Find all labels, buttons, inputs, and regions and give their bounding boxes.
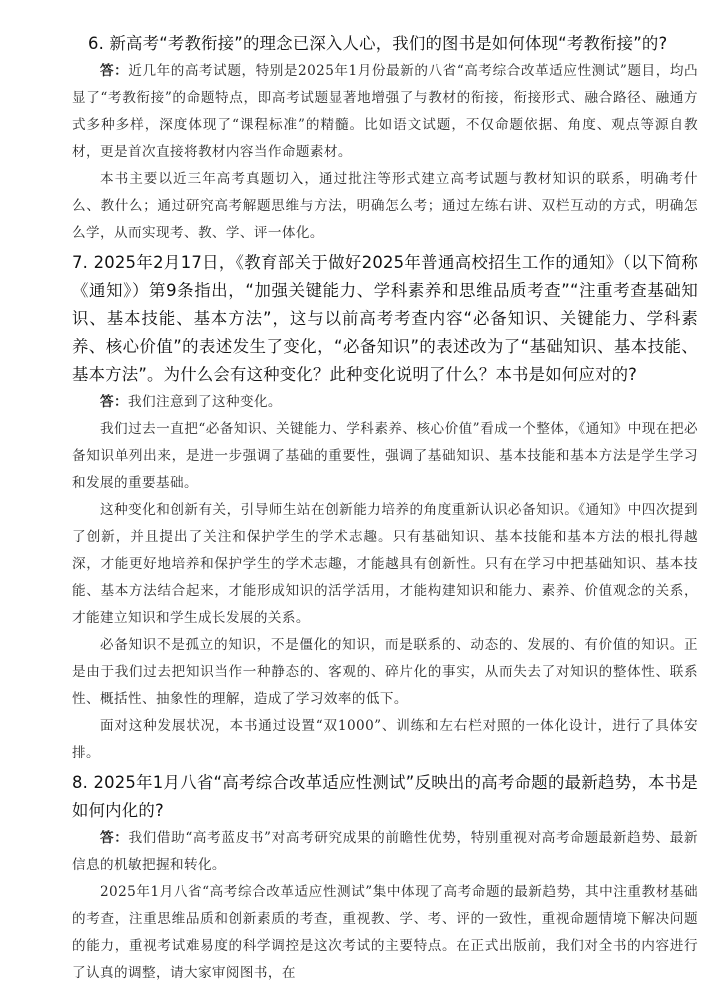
answer-7-paragraph-1 [72, 389, 698, 416]
paragraph-text: 我们借助“高考蓝皮书”对高考研究成果的前瞻性优势，特别重视对高考命题最新趋势、最新信息的机敏把握和转化。 [72, 830, 698, 873]
answer-label: 答： [100, 830, 129, 846]
answer-6-paragraph-2: 本书主要以近三年高考真题切入，通过批注等形式建立高考试题与教材知识的联系，明确考什么、教什么；通过研究高考解题思维与方法，明确怎么考；通过左练右讲、双栏互动的方式，明确怎么学，从而实现考、教、学、评一体化。 [72, 171, 698, 241]
answer-7-paragraph-4: 必备知识不是孤立的知识，不是僵化的知识，而是联系的、动态的、发展的、有价值的知识。正是由于我们过去把知识当作一种静态的、客观的、碎片化的事实，从而失去了对知识的整体性、联系性、概括性、抽象性的理解，造成了学习效率的低下。 [72, 637, 698, 707]
qa-section-6 [72, 30, 698, 247]
qa-section-7 [72, 249, 698, 767]
question-8-heading: 8. 2025年1月八省“高考综合改革适应性测试”反映出的高考命题的最新趋势，本书是如何内化的? [72, 773, 698, 820]
paragraph-text: 近几年的高考试题，特别是2025年1月份最新的八省“高考综合改革适应性测试”题目，均凸显了“考教衔接”的命题特点，即高考试题显著地增强了与教材的衔接，衔接形式、融合路径、融通方式多种多样，深度体现了“课程标准”的精髓。比如语文试题，不仅命题依据、角度、观点等源自教材，更是首次直接将教材内容当作命题素材。 [72, 63, 698, 160]
qa-section-8 [72, 769, 698, 987]
answer-label: 答： [100, 394, 128, 410]
paragraph-text: 我们注意到了这种变化。 [128, 394, 282, 410]
answer-7-paragraph-2: 我们过去一直把“必备知识、关键能力、学科素养、核心价值”看成一个整体，《通知》中现在把必备知识单列出来，是进一步强调了基础的重要性，强调了基础知识、基本技能和基本方法是学生学习和发展的重要基础。 [72, 421, 698, 491]
answer-7-paragraph-5: 面对这种发展状况，本书通过设置“双1000”、训练和左右栏对照的一体化设计，进行了具体安排。 [72, 718, 698, 761]
answer-6-paragraph-1 [72, 58, 698, 166]
answer-7-paragraph-3: 这种变化和创新有关，引导师生站在创新能力培养的角度重新认识必备知识。《通知》中四次提到了创新，并且提出了关注和保护学生的学术志趣。只有基础知识、基本技能和基本方法的根扎得越深，才能更好地培养和保护学生的学术志趣，才能越具有创新性。只有在学习中把基础知识、基本技能、基本方法结合起来，才能形成知识的活学活用，才能构建知识和能力、素养、价值观念的关系，才能建立知识和学生成长发展的关系。 [72, 502, 698, 626]
answer-8-paragraph-1 [72, 825, 698, 879]
answer-label: 答： [100, 63, 129, 79]
question-7-heading: 7. 2025年2月17日，《教育部关于做好2025年普通高校招生工作的通知》（以下简称《通知》）第9条指出，“加强关键能力、学科素养和思维品质考查”“注重考查基础知识、基本技能、基本方法”，这与以前高考考查内容“必备知识、关键能力、学科素养、核心价值”的表述发生了变化，“必备知识”的表述改为了“基础知识、基本技能、基本方法”。为什么会有这种变化？此种变化说明了什么？本书是如何应对的? [72, 253, 698, 384]
answer-8-paragraph-2: 2025年1月八省“高考综合改革适应性测试”集中体现了高考命题的最新趋势，其中注重教材基础的考查，注重思维品质和创新素质的考查，重视教、学、考、评的一致性，重视命题情境下解决问题的能力，重视考试难易度的科学调控是这次考试的主要特点。在正式出版前，我们对全书的内容进行了认真的调整，请大家审阅图书，在 [72, 884, 698, 981]
question-6-heading: 6. 新高考“考教衔接”的理念已深入人心，我们的图书是如何体现“考教衔接”的? [88, 34, 668, 53]
